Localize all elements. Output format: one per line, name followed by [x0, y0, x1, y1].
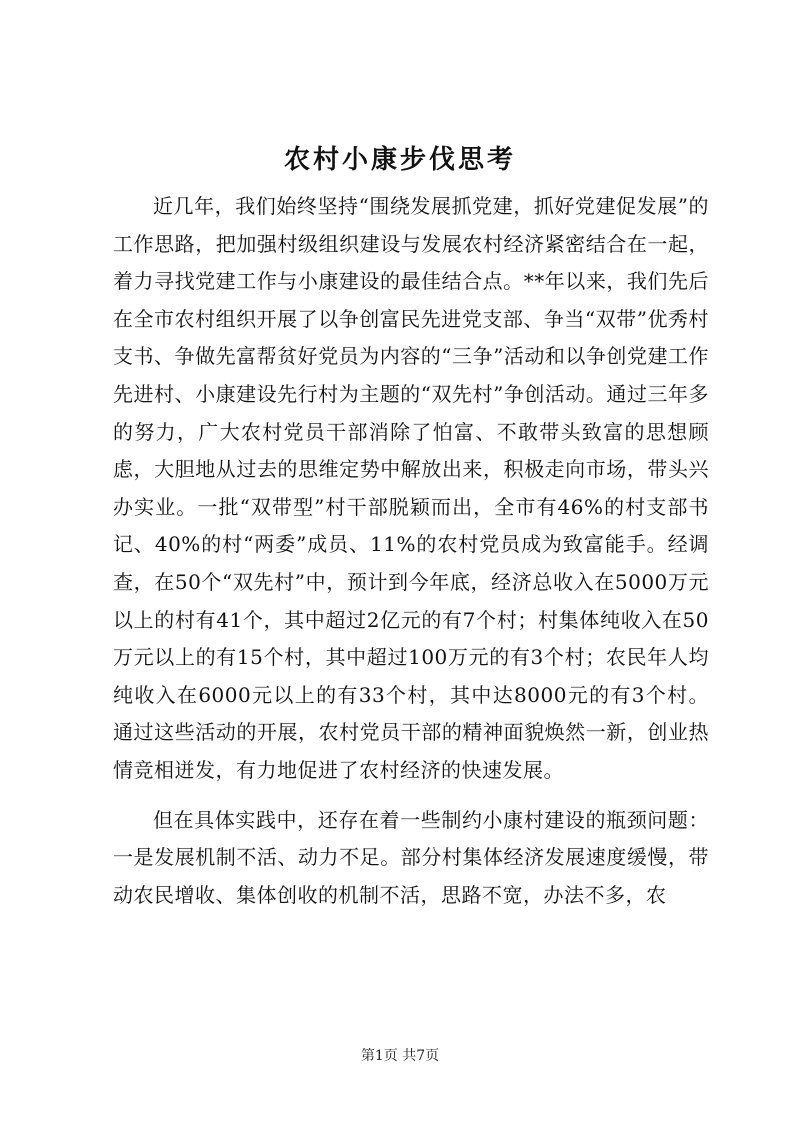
paragraph-2: 但在具体实践中，还存在着一些制约小康村建设的瓶颈问题：一是发展机制不活、动力不足。部分村集体经济发展速度缓慢，带动农民增收、集体创收的机制不活，思路不宽，办法不多，农: [113, 807, 709, 907]
document-body: [113, 188, 709, 914]
paragraph-1: 近几年，我们始终坚持“围绕发展抓党建，抓好党建促发展”的工作思路，把加强村级组织建设与发展农村经济紧密结合在一起，着力寻找党建工作与小康建设的最佳结合点。**年以来，我们先后在全市农村组织开展了以争创富民先进党支部、争当“双带”优秀村支书、争做先富帮贫好党员为内容的“三争”活动和以争创党建工作先进村、小康建设先行村为主题的“双先村”争创活动。通过三年多的努力，广大农村党员干部消除了怕富、不敢带头致富的思想顾虑，大胆地从过去的思维定势中解放出来，积极走向市场，带头兴办实业。一批“双带型”村干部脱颖而出，全市有46%的村支部书记、40%的村“两委”成员、11%的农村党员成为致富能手。经调查，在50个“双先村”中，预计到今年底，经济总收入在5000万元以上的村有41个，其中超过2亿元的有7个村；村集体纯收入在50万元以上的有15个村，其中超过100万元的有3个村；农民年人均纯收入在6000元以上的有33个村，其中达8000元的有3个村。通过这些活动的开展，农村党员干部的精神面貌焕然一新，创业热情竞相迸发，有力地促进了农村经济的快速发展。: [113, 194, 709, 782]
page-number-footer: 第1页 共7页: [360, 1048, 440, 1064]
document-title: 农村小康步伐思考: [283, 145, 516, 175]
